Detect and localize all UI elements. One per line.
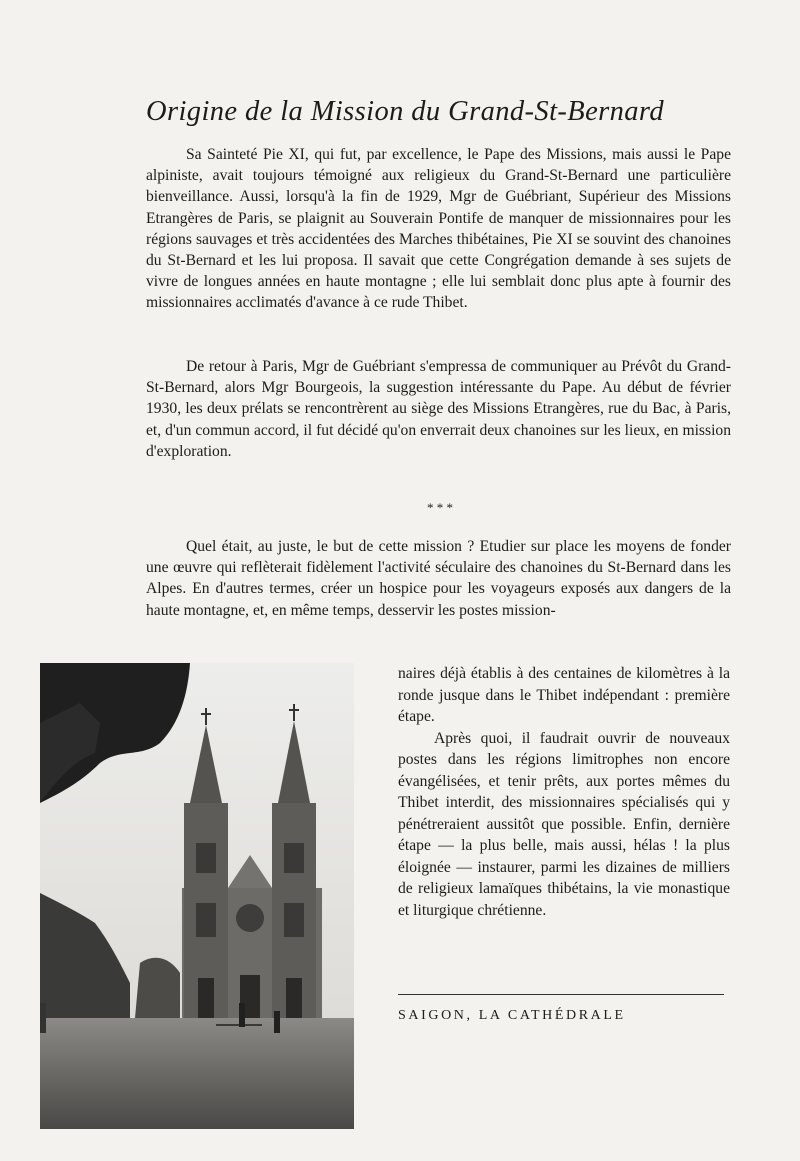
cathedral-illustration [40,663,354,1129]
cathedral-photo [40,663,354,1129]
caption-rule [398,994,724,995]
paragraph-2: De retour à Paris, Mgr de Guébriant s'empressa de communiquer au Prévôt du Grand-St-Bernard, alors Mgr Bourgeois, la suggestion intéressante du Pape. Au début de février 1930, les deux prélats se rencontrèrent au siège des Missions Etrangères, rue du Bac, à Paris, et, d'un commun accord, il fut décidé qu'on enverrait deux chanoines sur les lieux, en mission d'exploration. [146,358,731,460]
section-separator [420,502,460,513]
separator-stars: * * * [427,500,453,515]
paragraph-4: Après quoi, il faudrait ouvrir de nouveaux postes dans les régions limitrophes non encore évangélisées, et tenir prêts, aux portes mêmes du Thibet interdit, des missionnaires spécialisés qui y pénétreraient aussitôt que possible. Enfin, dernière étape — la plus belle, mais aussi, hélas ! la plus éloignée — instaurer, parmi les dizaines de milliers de religieux lamaïques thibétains, la vie monastique et liturgique chrétienne. [398,729,730,919]
paragraph-1: Sa Sainteté Pie XI, qui fut, par excellence, le Pape des Missions, mais aussi le Pape alpiniste, avait toujours témoigné aux religieux du Grand-St-Bernard une particulière bienveillance. Aussi, lorsqu'à la fin de 1929, Mgr de Guébriant, Supérieur des Missions Etrangères de Paris, se plaignit au Souverain Pontife de manquer de missionnaires pour les régions sauvages et très accidentées des Marches thibétaines, Pie XI se souvint des chanoines du St-Bernard et les lui proposa. Il savait que cette Congrégation demande à ses sujets de vivre de longues années en haute montagne ; elle lui semblait donc plus apte à fournir des missionnaires acclimatés d'avance à ce rude Thibet. [146,146,731,312]
paragraph-3-continuation: naires déjà établis à des centaines de kilomètres à la ronde jusque dans le Thibet indépendant : première étape. [398,665,730,725]
photo-caption: SAIGON, LA CATHÉDRALE [398,1008,626,1023]
page-title: Origine de la Mission du Grand-St-Bernard [146,96,665,127]
paragraph-3: Quel était, au juste, le but de cette mission ? Etudier sur place les moyens de fonder une œuvre qui reflèterait fidèlement l'activité séculaire des chanoines du St-Bernard dans les Alpes. En d'autres termes, créer un hospice pour les voyageurs exposés aux dangers de la haute montagne, et, en même temps, desservir les postes mission- [146,538,731,619]
right-column-text [398,663,730,921]
